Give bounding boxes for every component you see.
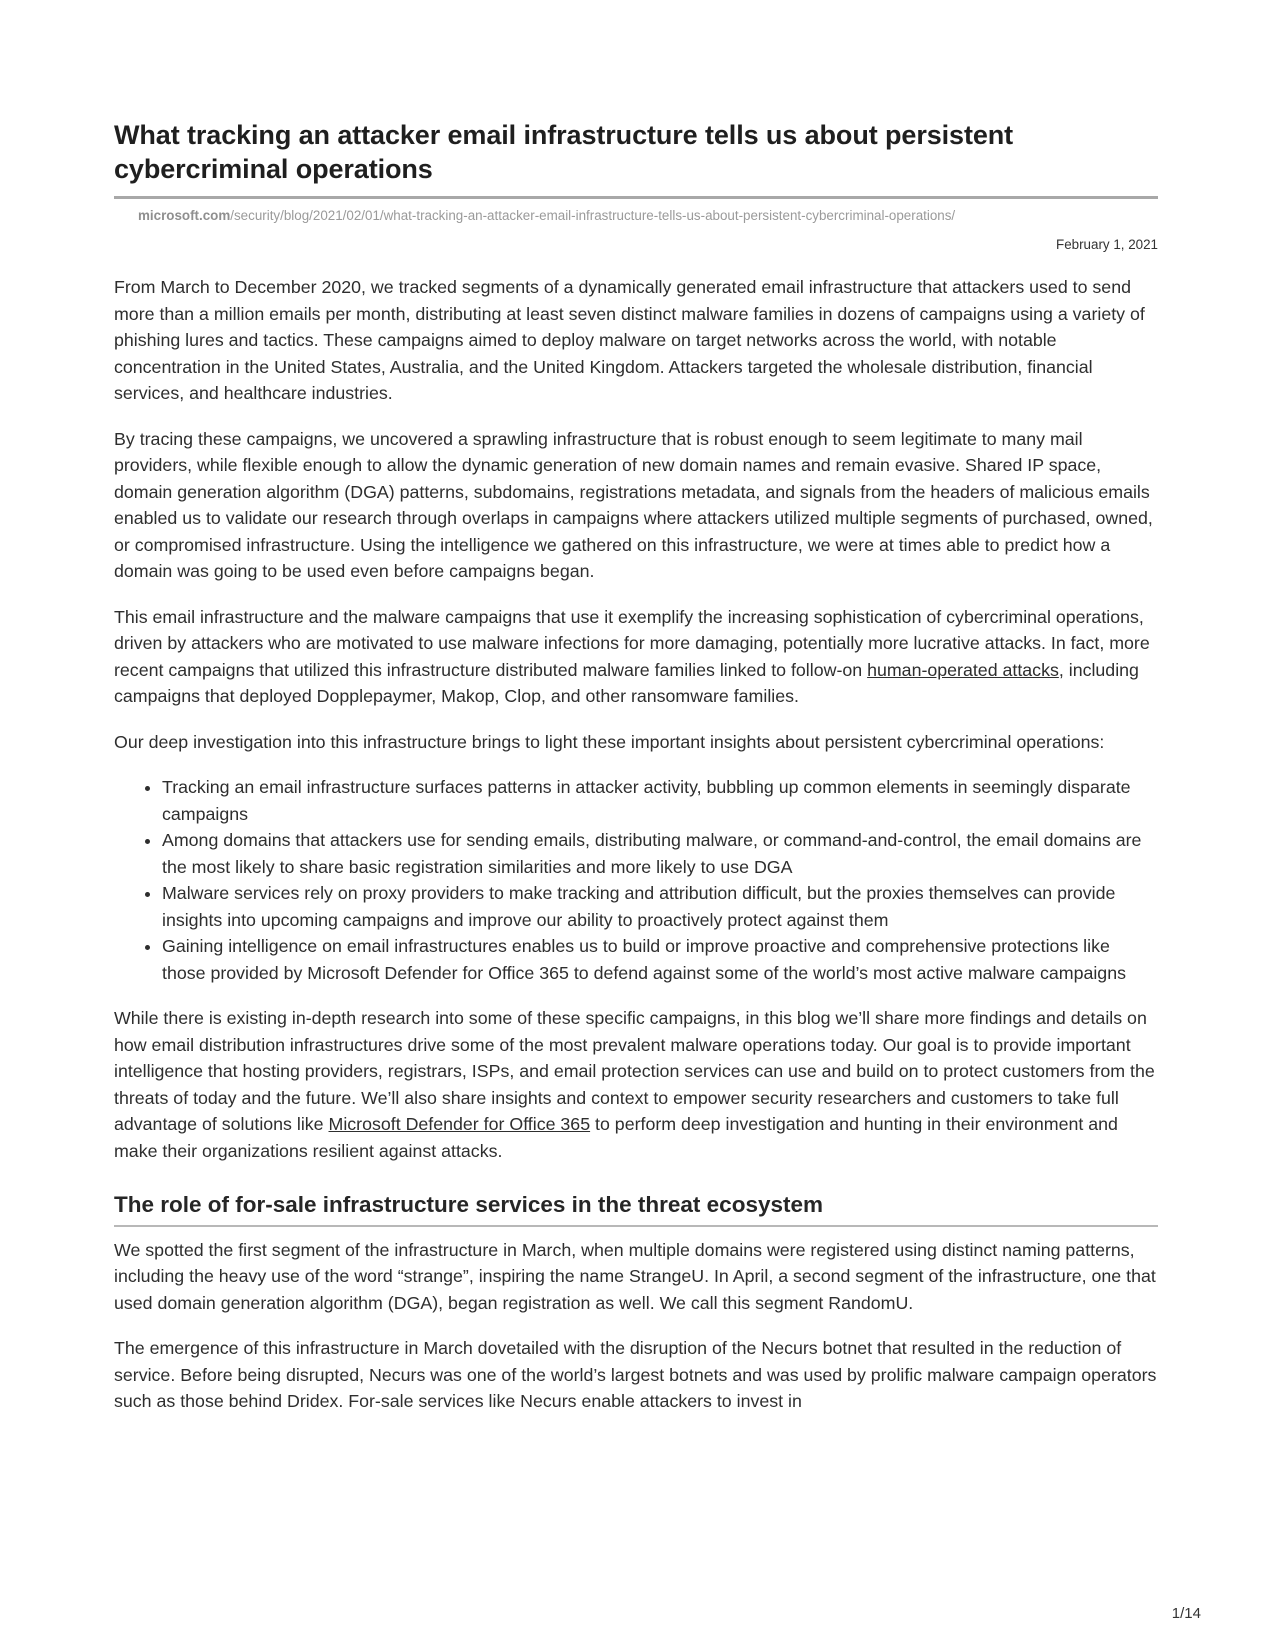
paragraph-5-text-start: While there is existing in-depth research into some of these specific campaigns, in this blog we’ll share more findings and details on how email distribution infrastructures drive some of the most prevalent malware operations today. Our goal is to provide important intelligence that hosting providers, registrars, ISPs, and email protection services can use and build on to protect customers from the threats of today and the future. We’ll also share insights and context to empower security researchers and customers to take full advantage of solutions like [114,1008,1155,1134]
list-item: • Tracking an email infrastructure surfaces patterns in attacker activity, bubbling up common elements in seemingly disparate campaigns [162,774,1158,827]
paragraph-3-text-start: This email infrastructure and the malware campaigns that use it exemplify the increasing sophistication of cybercriminal operations, driven by attackers who are motivated to use malware infections for more damaging, potentially more lucrative attacks. In fact, more recent campaigns that utilized this infrastructure distributed malware families linked to follow-on [114,606,1150,680]
paragraph-2: By tracing these campaigns, we uncovered a sprawling infrastructure that is robust enough to seem legitimate to many mail providers, while flexible enough to allow the dynamic generation of new domain names and remain evasive. Shared IP space, domain generation algorithm (DGA) patterns, subdomains, registrations metadata, and signals from the headers of malicious emails enabled us to validate our research through overlaps in campaigns where attackers utilized multiple segments of purchased, owned, or compromised infrastructure. Using the intelligence we gathered on this infrastructure, we were at times able to predict how a domain was going to be used even before campaigns began. [114,428,1153,581]
human-operated-attacks-link[interactable]: human-operated attacks [867,659,1059,680]
paragraph-4: Our deep investigation into this infrastructure brings to light these important insights about persistent cybercriminal operations: [114,731,1105,752]
page-number: 1/14 [1171,1605,1201,1622]
paragraph-5-text-end: to perform deep investigation and hunting in their environment and make their organizations resilient against attacks. [114,1114,1118,1161]
publish-date: February 1, 2021 [1056,237,1158,252]
source-url-domain[interactable]: microsoft.com [138,208,231,223]
source-url-path[interactable]: /security/blog/2021/02/01/what-tracking-an-attacker-email-infrastructure-tells-us-about-persistent-cybercriminal-operations/ [230,208,956,223]
paragraph-3 [114,604,1158,710]
section-divider [114,1225,1158,1227]
article-body [114,274,1158,1415]
paragraph-1: From March to December 2020, we tracked segments of a dynamically generated email infrastructure that attackers used to send more than a million emails per month, distributing at least seven distinct malware families in dozens of campaigns using a variety of phishing lures and tactics. These campaigns aimed to deploy malware on target networks across the world, with notable concentration in the United States, Australia, and the United Kingdom. Attackers targeted the wholesale distribution, financial services, and healthcare industries. [114,277,1145,403]
paragraph-7: The emergence of this infrastructure in March dovetailed with the disruption of the Necurs botnet that resulted in the reduction of service. Before being disrupted, Necurs was one of the world’s largest botnets and was used by prolific malware campaign operators such as those behind Dridex. For-sale services like Necurs enable attackers to invest in [114,1338,1157,1411]
title-divider [114,196,1158,199]
source-url[interactable] [138,208,1158,224]
paragraph-6: We spotted the first segment of the infrastructure in March, when multiple domains were registered using distinct naming patterns, including the heavy use of the word “strange”, inspiring the name StrangeU. In April, a second segment of the infrastructure, one that used domain generation algorithm (DGA), began registration as well. We call this segment RandomU. [114,1239,1156,1313]
list-item: • Among domains that attackers use for sending emails, distributing malware, or command-and-control, the email domains are the most likely to share basic registration similarities and more likely to use DGA [162,827,1158,880]
paragraph-3-text-end: , including campaigns that deployed Dopplepaymer, Makop, Clop, and other ransomware families. [114,659,1139,706]
article-title: What tracking an attacker email infrastructure tells us about persistent cybercriminal operations [114,120,1014,184]
list-item: • Gaining intelligence on email infrastructures enables us to build or improve proactive and comprehensive protections like those provided by Microsoft Defender for Office 365 to defend against some of the world’s most active malware campaigns [162,933,1158,986]
list-item: • Malware services rely on proxy providers to make tracking and attribution difficult, but the proxies themselves can provide insights into upcoming campaigns and improve our ability to proactively protect against them [162,880,1158,933]
paragraph-5 [114,1005,1158,1164]
defender-for-office-365-link[interactable]: Microsoft Defender for Office 365 [328,1114,591,1134]
article [114,118,1158,1434]
insights-list [114,774,1158,986]
section-heading: The role of for-sale infrastructure services in the threat ecosystem [114,1192,823,1217]
